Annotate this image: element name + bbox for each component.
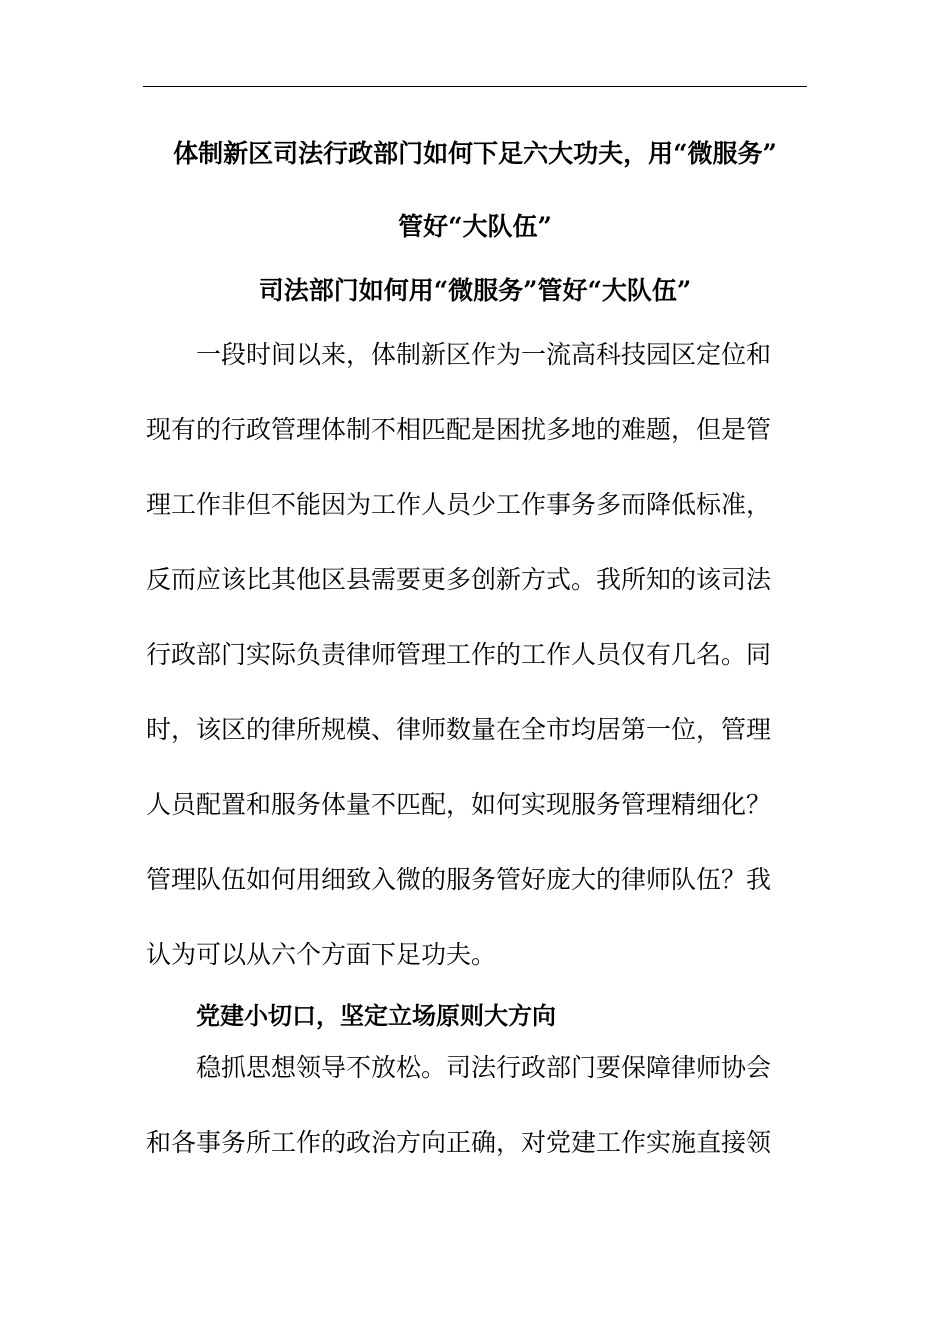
- document-subtitle: 司法部门如何用“微服务”管好“大队伍”: [258, 276, 692, 305]
- paragraph-1-line: 管理队伍如何用细致入微的服务管好庞大的律师队伍？我: [146, 865, 772, 894]
- paragraph-1-line: 行政部门实际负责律师管理工作的工作人员仅有几名。同: [146, 640, 772, 669]
- paragraph-1-line: 理工作非但不能因为工作人员少工作事务多而降低标准，: [146, 490, 772, 519]
- paragraph-1-line: 反而应该比其他区县需要更多创新方式。我所知的该司法: [146, 565, 772, 594]
- document-title-line-1: 体制新区司法行政部门如何下足六大功夫，用“微服务”: [173, 139, 777, 168]
- paragraph-1-line: 一段时间以来，体制新区作为一流高科技园区定位和: [196, 340, 772, 369]
- paragraph-2-line: 稳抓思想领导不放松。司法行政部门要保障律师协会: [196, 1053, 772, 1082]
- section-heading: 党建小切口，坚定立场原则大方向: [196, 1002, 556, 1030]
- paragraph-1-line: 认为可以从六个方面下足功夫。: [146, 940, 497, 969]
- document-title-line-2: 管好“大队伍”: [398, 212, 552, 241]
- paragraph-1-line: 时，该区的律所规模、律师数量在全市均居第一位，管理: [146, 715, 772, 744]
- header-rule: [143, 86, 807, 87]
- paragraph-1-line: 现有的行政管理体制不相匹配是困扰多地的难题，但是管: [146, 415, 772, 444]
- paragraph-1-line: 人员配置和服务体量不匹配，如何实现服务管理精细化？: [146, 790, 772, 819]
- paragraph-2-line: 和各事务所工作的政治方向正确，对党建工作实施直接领: [146, 1128, 772, 1157]
